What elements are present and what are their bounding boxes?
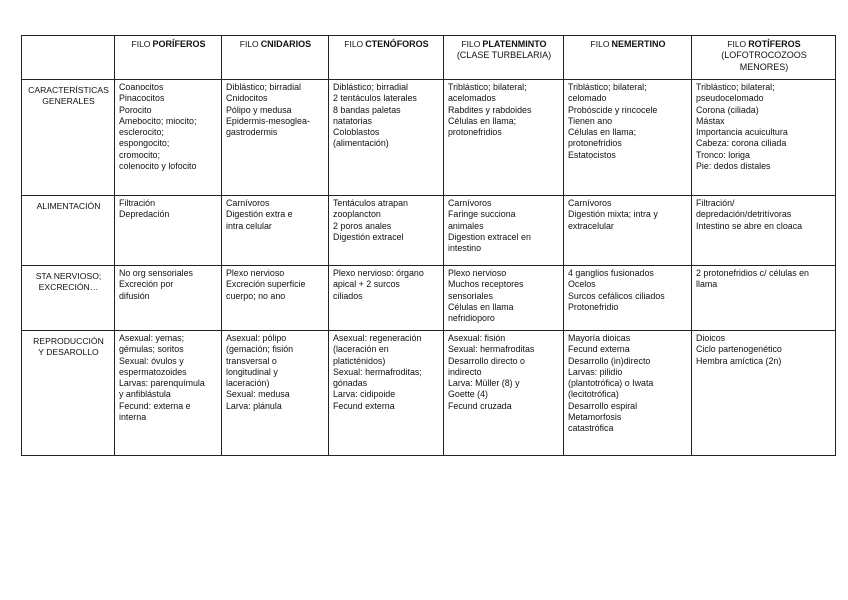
cell-line: catastrófica bbox=[568, 423, 614, 434]
cell-line: Células en llama bbox=[448, 301, 514, 312]
cell-line: Coloblastos bbox=[333, 127, 380, 138]
cell-line: cuerpo; no ano bbox=[226, 290, 286, 301]
cell-line: apical + 2 surcos bbox=[333, 279, 400, 290]
cell-caracteristicas-generales-poriferos bbox=[115, 80, 222, 196]
cell-line: Mástax bbox=[696, 115, 725, 126]
cell-line: Desarrollo espiral bbox=[568, 400, 638, 411]
cell-line: Sexual: hermafroditas bbox=[448, 344, 535, 355]
cell-line: Triblástico; bilateral; bbox=[568, 82, 647, 92]
cell-line: llama bbox=[696, 279, 718, 290]
cell-reproduccion-desarrollo-cnidarios bbox=[222, 331, 329, 456]
cell-line: Importancia acuicultura bbox=[696, 127, 788, 138]
cell-line: Carnívoros bbox=[226, 198, 270, 208]
cell-alimentacion-nemertino bbox=[564, 196, 692, 266]
cell-line: Sexual: hermafroditas; bbox=[333, 366, 422, 377]
cell-line: gémulas; soritos bbox=[119, 344, 184, 355]
cell-line: (gemación; fisión bbox=[226, 344, 294, 355]
cell-line: intra celular bbox=[226, 220, 272, 231]
cell-line: Carnívoros bbox=[568, 198, 612, 208]
cell-line: sensoriales bbox=[448, 290, 493, 301]
cell-reproduccion-desarrollo-rotiferos bbox=[692, 331, 836, 456]
cell-line: (plantotrófica) o Iwata bbox=[568, 378, 654, 389]
cell-line: pseudocelomado bbox=[696, 93, 764, 104]
comparison-table bbox=[21, 35, 836, 456]
column-header-nemertino: FILO NEMERTINO bbox=[564, 36, 692, 80]
cell-line: gónadas bbox=[333, 378, 368, 389]
cell-line: Plexo nervioso: órgano bbox=[333, 268, 424, 278]
header-row bbox=[22, 36, 836, 80]
cell-line: Tentáculos atrapan bbox=[333, 198, 408, 208]
cell-sistema-nervioso-excrecion-poriferos bbox=[115, 266, 222, 331]
cell-line: nefridioporo bbox=[448, 313, 495, 324]
cell-line: Larvas: parenquímula bbox=[119, 378, 205, 389]
cell-line: difusión bbox=[119, 290, 150, 301]
cell-alimentacion-platenminto bbox=[444, 196, 564, 266]
cell-line: Dioicos bbox=[696, 333, 726, 343]
cell-caracteristicas-generales-rotiferos bbox=[692, 80, 836, 196]
cell-line: gastrodermis bbox=[226, 127, 278, 138]
cell-line: Ciclo partenogenético bbox=[696, 344, 782, 355]
cell-line: Porocito bbox=[119, 104, 152, 115]
cell-line: Excreción por bbox=[119, 279, 174, 290]
cell-line: protonefridios bbox=[448, 127, 502, 138]
cell-reproduccion-desarrollo-nemertino bbox=[564, 331, 692, 456]
cell-caracteristicas-generales-cnidarios bbox=[222, 80, 329, 196]
cell-line: laceración) bbox=[226, 378, 270, 389]
cell-reproduccion-desarrollo-ctenoforos bbox=[329, 331, 444, 456]
cell-line: Fecund externa bbox=[333, 400, 395, 411]
cell-line: Plexo nervioso bbox=[226, 268, 285, 278]
cell-line: Células en llama; bbox=[448, 115, 517, 126]
cell-line: extracelular bbox=[568, 220, 614, 231]
cell-line: 2 protonefridios c/ células en bbox=[696, 268, 809, 278]
cell-line: Hembra amíctica (2n) bbox=[696, 355, 782, 366]
cell-caracteristicas-generales-ctenoforos bbox=[329, 80, 444, 196]
cell-line: Larva: plánula bbox=[226, 400, 282, 411]
cell-alimentacion-cnidarios bbox=[222, 196, 329, 266]
cell-line: Estatocistos bbox=[568, 149, 616, 160]
cell-line: longitudinal y bbox=[226, 366, 278, 377]
cell-line: transversal o bbox=[226, 355, 277, 366]
cell-sistema-nervioso-excrecion-cnidarios bbox=[222, 266, 329, 331]
row-header-caracteristicas-generales: CARACTERÍSTICAS GENERALES bbox=[22, 80, 115, 196]
row-header-reproduccion-desarrollo: REPRODUCCIÓN Y DESAROLLO bbox=[22, 331, 115, 456]
cell-line: Diblástico; birradial bbox=[226, 82, 301, 92]
cell-line: Larva: Müller (8) y bbox=[448, 378, 520, 389]
table-row-caracteristicas-generales bbox=[22, 80, 836, 196]
cell-reproduccion-desarrollo-platenminto bbox=[444, 331, 564, 456]
cell-line: 4 ganglios fusionados bbox=[568, 268, 654, 278]
cell-line: Fecund: externa e bbox=[119, 400, 191, 411]
cell-line: platicténidos) bbox=[333, 355, 386, 366]
cell-alimentacion-poriferos bbox=[115, 196, 222, 266]
cell-line: Excreción superficie bbox=[226, 279, 306, 290]
cell-line: cromocito; bbox=[119, 149, 160, 160]
cell-line: Fecund externa bbox=[568, 344, 630, 355]
cell-line: No org sensoriales bbox=[119, 268, 193, 278]
cell-line: animales bbox=[448, 220, 484, 231]
cell-line: Desarrollo directo o bbox=[448, 355, 525, 366]
table-row-reproduccion-desarrollo bbox=[22, 331, 836, 456]
cell-reproduccion-desarrollo-poriferos bbox=[115, 331, 222, 456]
cell-line: Pinacocitos bbox=[119, 93, 165, 104]
cell-line: depredación/detritívoras bbox=[696, 209, 792, 220]
row-header-alimentacion: ALIMENTACIÓN bbox=[22, 196, 115, 266]
cell-line: indirecto bbox=[448, 366, 482, 377]
cell-sistema-nervioso-excrecion-ctenoforos bbox=[329, 266, 444, 331]
cell-line: Probóscide y rincocele bbox=[568, 104, 658, 115]
cell-alimentacion-rotiferos bbox=[692, 196, 836, 266]
cell-line: Depredación bbox=[119, 209, 170, 220]
cell-line: Asexual: yemas; bbox=[119, 333, 185, 343]
table-row-sistema-nervioso-excrecion bbox=[22, 266, 836, 331]
cell-line: Ocelos bbox=[568, 279, 596, 290]
cell-line: Protonefridio bbox=[568, 301, 619, 312]
cell-line: Surcos cefálicos ciliados bbox=[568, 290, 665, 301]
cell-line: espongocito; bbox=[119, 138, 170, 149]
cell-line: Filtración bbox=[119, 198, 156, 208]
cell-caracteristicas-generales-nemertino bbox=[564, 80, 692, 196]
cell-line: Filtración/ bbox=[696, 198, 735, 208]
cell-line: Goette (4) bbox=[448, 389, 488, 400]
cell-line: Faringe succiona bbox=[448, 209, 516, 220]
cell-line: colenocito y lofocito bbox=[119, 161, 197, 172]
cell-line: Corona (ciliada) bbox=[696, 104, 759, 115]
column-header-poriferos: FILO PORÍFEROS bbox=[115, 36, 222, 80]
corner-cell bbox=[22, 36, 115, 80]
cell-caracteristicas-generales-platenminto bbox=[444, 80, 564, 196]
cell-line: (laceración en bbox=[333, 344, 389, 355]
cell-line: Asexual: regeneración bbox=[333, 333, 422, 343]
cell-line: Mayoría dioicas bbox=[568, 333, 631, 343]
cell-line: interna bbox=[119, 412, 147, 423]
cell-line: Desarrollo (in)directo bbox=[568, 355, 651, 366]
column-header-rotiferos: FILO ROTÍFEROS (LOFOTROCOZOOS MENORES) bbox=[692, 36, 836, 80]
cell-line: natatorias bbox=[333, 115, 372, 126]
cell-alimentacion-ctenoforos bbox=[329, 196, 444, 266]
cell-line: 2 tentáculos laterales bbox=[333, 93, 417, 104]
column-header-cnidarios: FILO CNIDARIOS bbox=[222, 36, 329, 80]
cell-line: 8 bandas paletas bbox=[333, 104, 401, 115]
cell-line: Asexual: pólipo bbox=[226, 333, 287, 343]
cell-line: Plexo nervioso bbox=[448, 268, 507, 278]
cell-line: Tienen ano bbox=[568, 115, 613, 126]
cell-line: Cabeza: corona ciliada bbox=[696, 138, 787, 149]
column-header-platenminto: FILO PLATENMINTO (CLASE TURBELARIA) bbox=[444, 36, 564, 80]
table-row-alimentacion bbox=[22, 196, 836, 266]
cell-line: (lecitotrófica) bbox=[568, 389, 619, 400]
row-header-sistema-nervioso-excrecion: STA NERVIOSO; EXCRECIÓN… bbox=[22, 266, 115, 331]
cell-line: Diblástico; birradial bbox=[333, 82, 408, 92]
cell-sistema-nervioso-excrecion-rotiferos bbox=[692, 266, 836, 331]
cell-line: esclerocito; bbox=[119, 127, 164, 138]
cell-line: Metamorfosis bbox=[568, 412, 622, 423]
cell-line: Digestión mixta; intra y bbox=[568, 209, 658, 220]
cell-line: Tronco: loriga bbox=[696, 149, 750, 160]
cell-line: Digestión extra e bbox=[226, 209, 293, 220]
cell-line: Digestión extracel bbox=[333, 231, 404, 242]
cell-line: Fecund cruzada bbox=[448, 400, 512, 411]
cell-line: Larva: cidipoide bbox=[333, 389, 396, 400]
cell-line: zooplancton bbox=[333, 209, 381, 220]
cell-line: 2 poros anales bbox=[333, 220, 392, 231]
cell-line: Células en llama; bbox=[568, 127, 637, 138]
cell-line: Intestino se abre en cloaca bbox=[696, 220, 803, 231]
cell-line: Muchos receptores bbox=[448, 279, 524, 290]
cell-line: acelomados bbox=[448, 93, 496, 104]
column-header-ctenoforos: FILO CTENÓFOROS bbox=[329, 36, 444, 80]
cell-sistema-nervioso-excrecion-nemertino bbox=[564, 266, 692, 331]
cell-line: Rabdites y rabdoides bbox=[448, 104, 532, 115]
cell-line: espermatozoides bbox=[119, 366, 187, 377]
cell-line: y anfiblástula bbox=[119, 389, 171, 400]
cell-line: Amebocito; miocito; bbox=[119, 115, 197, 126]
cell-line: intestino bbox=[448, 243, 482, 254]
cell-line: Digestion extracel en bbox=[448, 231, 531, 242]
cell-line: Pie: dedos distales bbox=[696, 161, 771, 172]
cell-line: Asexual: fisión bbox=[448, 333, 506, 343]
cell-line: Triblástico; bilateral; bbox=[696, 82, 775, 92]
cell-line: Epidermis-mesoglea- bbox=[226, 115, 310, 126]
cell-line: ciliados bbox=[333, 290, 363, 301]
cell-line: Pólipo y medusa bbox=[226, 104, 292, 115]
cell-line: Coanocitos bbox=[119, 82, 164, 92]
cell-line: Sexual: óvulos y bbox=[119, 355, 184, 366]
cell-sistema-nervioso-excrecion-platenminto bbox=[444, 266, 564, 331]
cell-line: celomado bbox=[568, 93, 607, 104]
cell-line: Sexual: medusa bbox=[226, 389, 290, 400]
cell-line: protonefridios bbox=[568, 138, 622, 149]
cell-line: Larvas: pilidio bbox=[568, 366, 623, 377]
cell-line: Cnidocitos bbox=[226, 93, 268, 104]
cell-line: Triblástico; bilateral; bbox=[448, 82, 527, 92]
cell-line: Carnívoros bbox=[448, 198, 492, 208]
cell-line: (alimentación) bbox=[333, 138, 389, 149]
